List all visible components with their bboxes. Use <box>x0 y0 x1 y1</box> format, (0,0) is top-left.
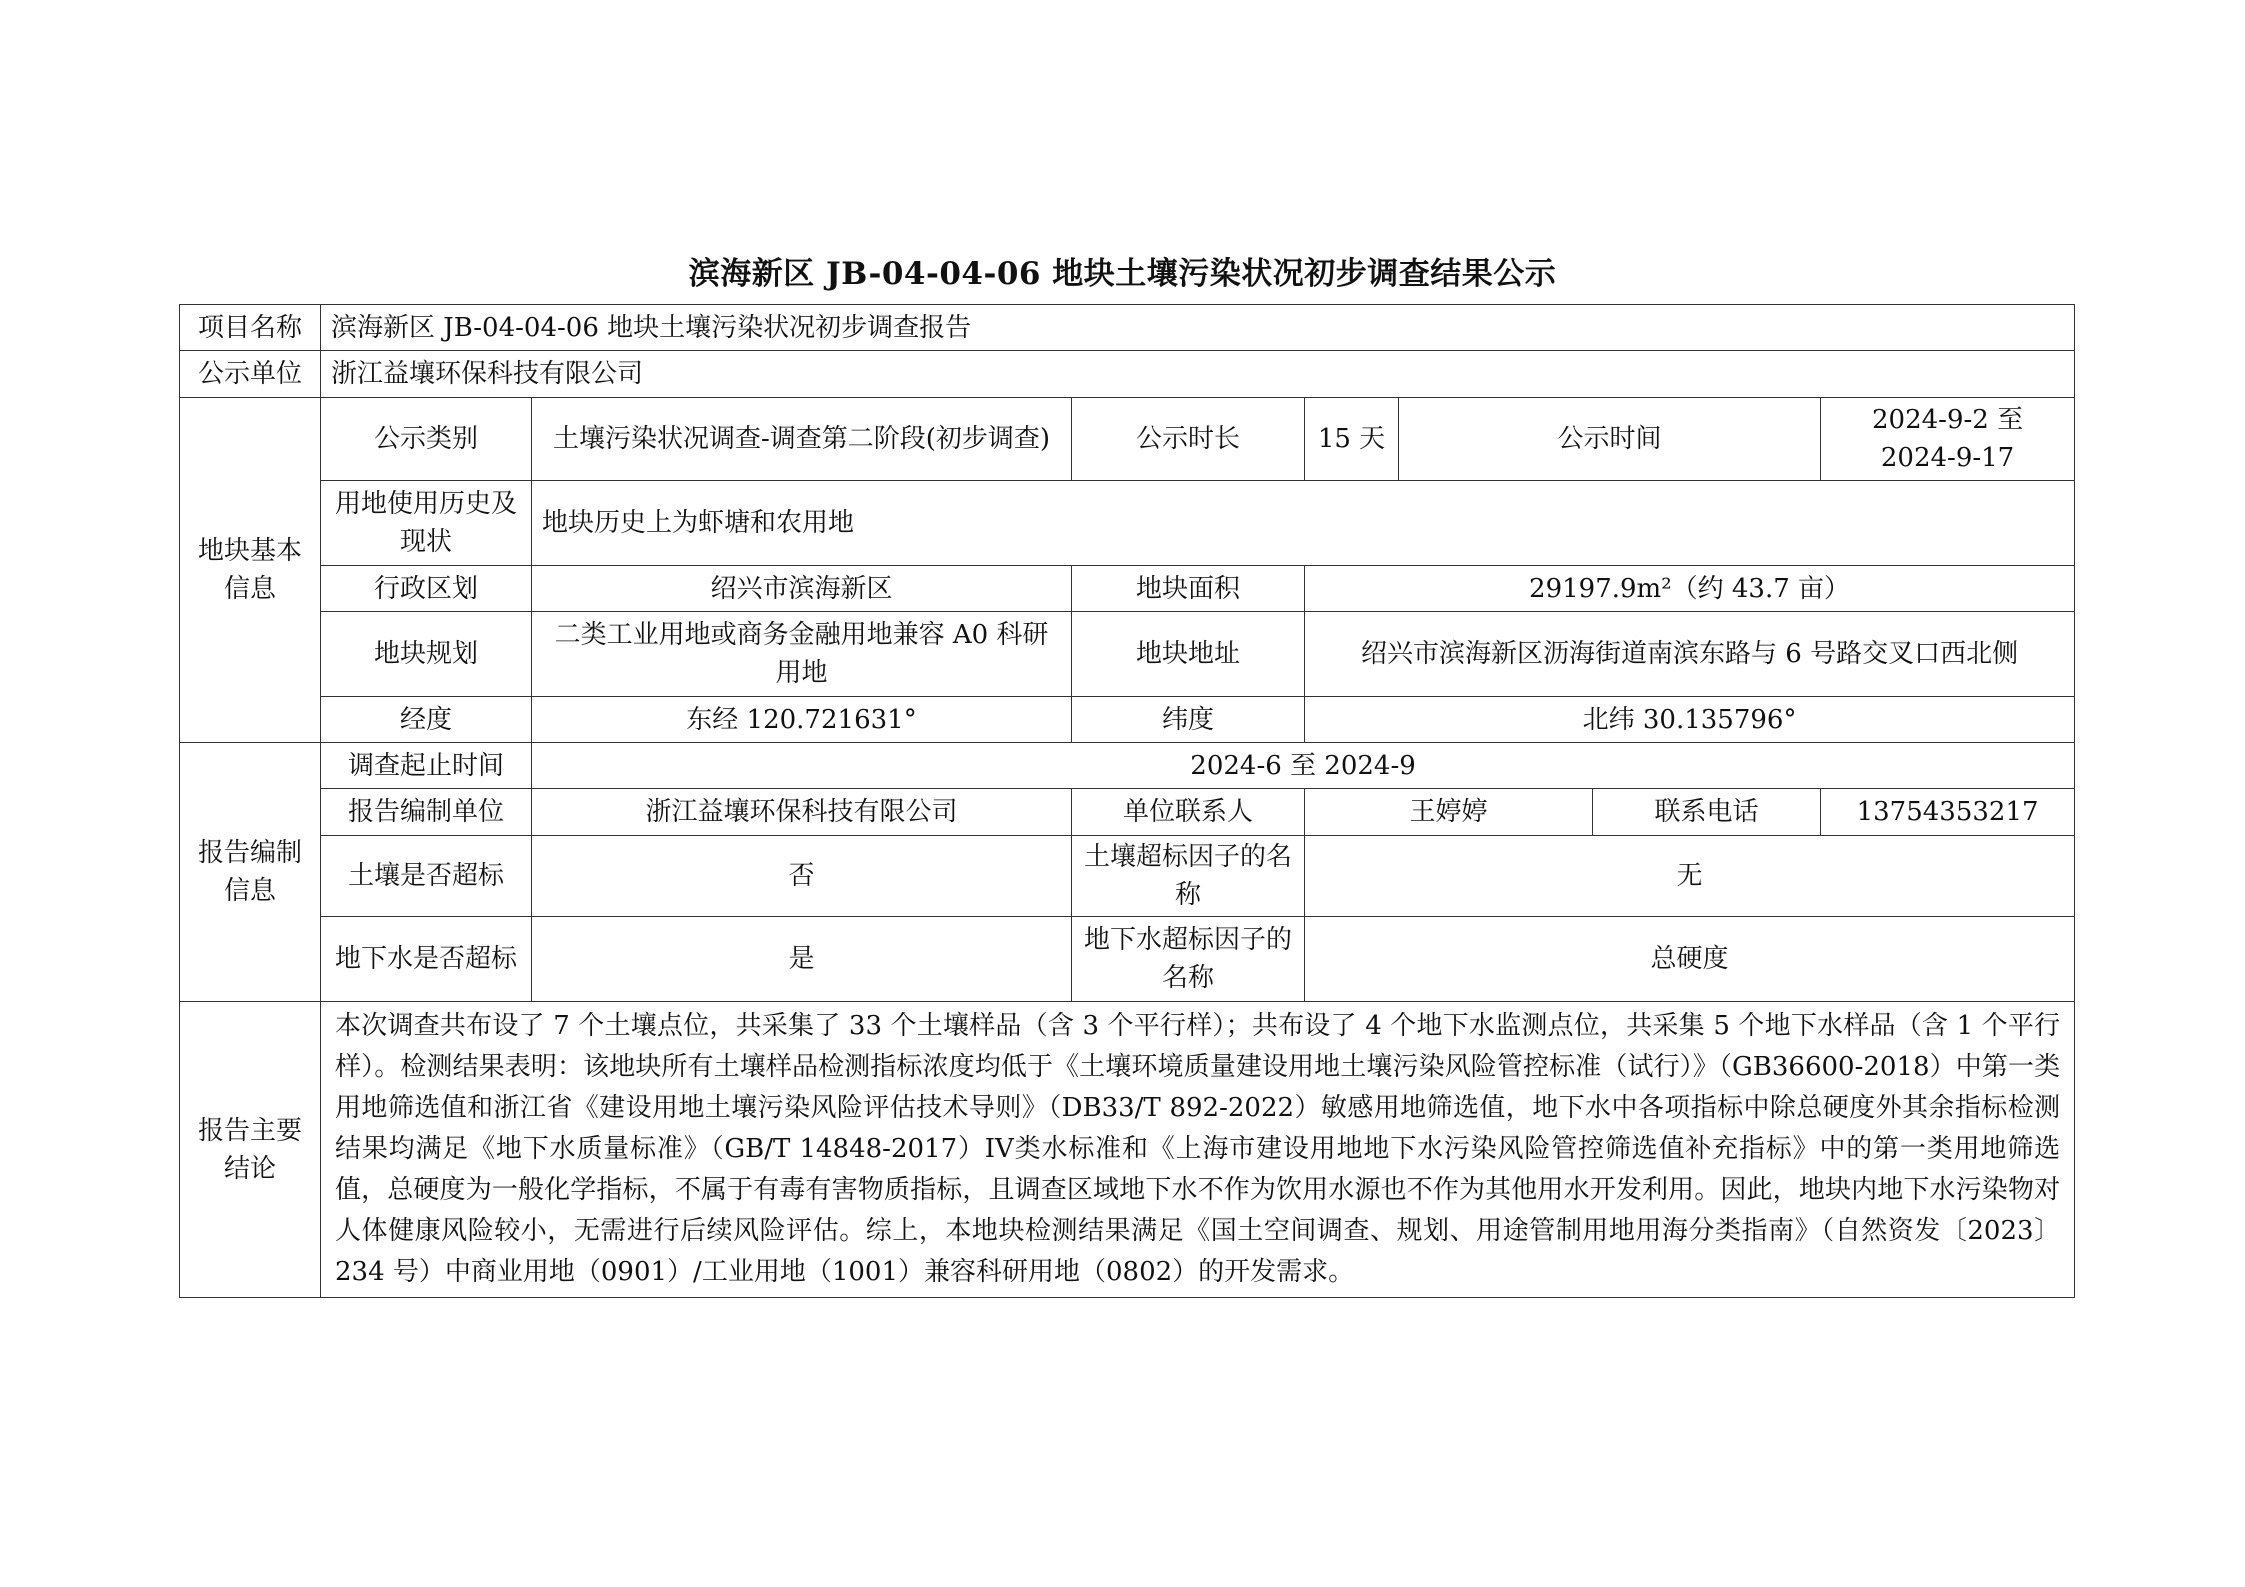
land-use-value: 地块历史上为虾塘和农用地 <box>532 481 2075 566</box>
address-value: 绍兴市滨海新区沥海街道南滨东路与 6 号路交叉口西北侧 <box>1305 612 2075 697</box>
survey-period-value: 2024-6 至 2024-9 <box>532 743 2075 789</box>
soil-factor-value: 无 <box>1305 836 2075 917</box>
phone-value: 13754353217 <box>1821 789 2075 836</box>
planning-label: 地块规划 <box>321 612 532 697</box>
row-category <box>180 398 2075 481</box>
row-compiler <box>180 789 2075 836</box>
district-value: 绍兴市滨海新区 <box>532 566 1072 612</box>
phone-label: 联系电话 <box>1593 789 1821 836</box>
disclosure-table <box>179 304 2075 1298</box>
area-label: 地块面积 <box>1072 566 1305 612</box>
address-label: 地块地址 <box>1072 612 1305 697</box>
publisher-label: 公示单位 <box>180 351 321 398</box>
contact-label: 单位联系人 <box>1072 789 1305 836</box>
page-title: 滨海新区 JB-04-04-06 地块土壤污染状况初步调查结果公示 <box>688 256 1557 292</box>
compiler-label: 报告编制单位 <box>321 789 532 836</box>
area-value: 29197.9m²（约 43.7 亩） <box>1305 566 2075 612</box>
land-use-label: 用地使用历史及现状 <box>321 481 532 566</box>
row-land-use <box>180 481 2075 566</box>
gw-factor-label: 地下水超标因子的名称 <box>1072 917 1305 1002</box>
period-label: 公示时间 <box>1399 398 1821 481</box>
row-publisher <box>180 351 2075 398</box>
conclusion-text: 本次调查共布设了 7 个土壤点位，共采集了 33 个土壤样品（含 3 个平行样）；共布设了 4 个地下水监测点位，共采集 5 个地下水样品（含 1 个平行样）。检测结果表明：该地块所有土壤样品检测指标浓度均低于《土壤环境质量建设用地土壤污染风险管控标准（试行）》（GB36600-2018）中第一类用地筛选值和浙江省《建设用地土壤污染风险评估技术导则》（DB33/T 892-2022）敏感用地筛选值，地下水中各项指标中除总硬度外其余指标检测结果均满足《地下水质量标准》（GB/T 14848-2017）IV类水标准和《上海市建设用地地下水污染风险管控筛选值补充指标》中的第一类用地筛选值，总硬度为一般化学指标，不属于有毒有害物质指标，且调查区域地下水不作为饮用水源也不作为其他用水开发利用。因此，地块内地下水污染物对人体健康风险较小，无需进行后续风险评估。综上，本地块检测结果满足《国土空间调查、规划、用途管制用地用海分类指南》（自然资发〔2023〕234 号）中商业用地（0901）/工业用地（1001）兼容科研用地（0802）的开发需求。 <box>321 1002 2075 1298</box>
report-info-section-label: 报告编制信息 <box>180 743 321 1002</box>
gw-exceed-value: 是 <box>532 917 1072 1002</box>
project-label: 项目名称 <box>180 305 321 351</box>
category-value: 土壤污染状况调查-调查第二阶段(初步调查) <box>532 398 1072 481</box>
category-label: 公示类别 <box>321 398 532 481</box>
soil-exceed-value: 否 <box>532 836 1072 917</box>
soil-factor-label: 土壤超标因子的名称 <box>1072 836 1305 917</box>
project-value: 滨海新区 JB-04-04-06 地块土壤污染状况初步调查报告 <box>321 305 2075 351</box>
duration-label: 公示时长 <box>1072 398 1305 481</box>
contact-value: 王婷婷 <box>1305 789 1593 836</box>
row-project <box>180 305 2075 351</box>
conclusion-section-label: 报告主要结论 <box>180 1002 321 1298</box>
gw-factor-value: 总硬度 <box>1305 917 2075 1002</box>
planning-value: 二类工业用地或商务金融用地兼容 A0 科研用地 <box>532 612 1072 697</box>
latitude-label: 纬度 <box>1072 697 1305 743</box>
row-groundwater <box>180 917 2075 1002</box>
compiler-value: 浙江益壤环保科技有限公司 <box>532 789 1072 836</box>
row-conclusion <box>180 1002 2075 1298</box>
longitude-label: 经度 <box>321 697 532 743</box>
survey-period-label: 调查起止时间 <box>321 743 532 789</box>
period-value: 2024-9-2 至 2024-9-17 <box>1821 398 2075 481</box>
row-coordinates <box>180 697 2075 743</box>
row-planning <box>180 612 2075 697</box>
longitude-value: 东经 120.721631° <box>532 697 1072 743</box>
basic-info-section-label: 地块基本信息 <box>180 398 321 743</box>
row-district <box>180 566 2075 612</box>
publisher-value: 浙江益壤环保科技有限公司 <box>321 351 2075 398</box>
duration-value: 15 天 <box>1305 398 1399 481</box>
latitude-value: 北纬 30.135796° <box>1305 697 2075 743</box>
row-survey-period <box>180 743 2075 789</box>
row-soil <box>180 836 2075 917</box>
gw-exceed-label: 地下水是否超标 <box>321 917 532 1002</box>
soil-exceed-label: 土壤是否超标 <box>321 836 532 917</box>
district-label: 行政区划 <box>321 566 532 612</box>
